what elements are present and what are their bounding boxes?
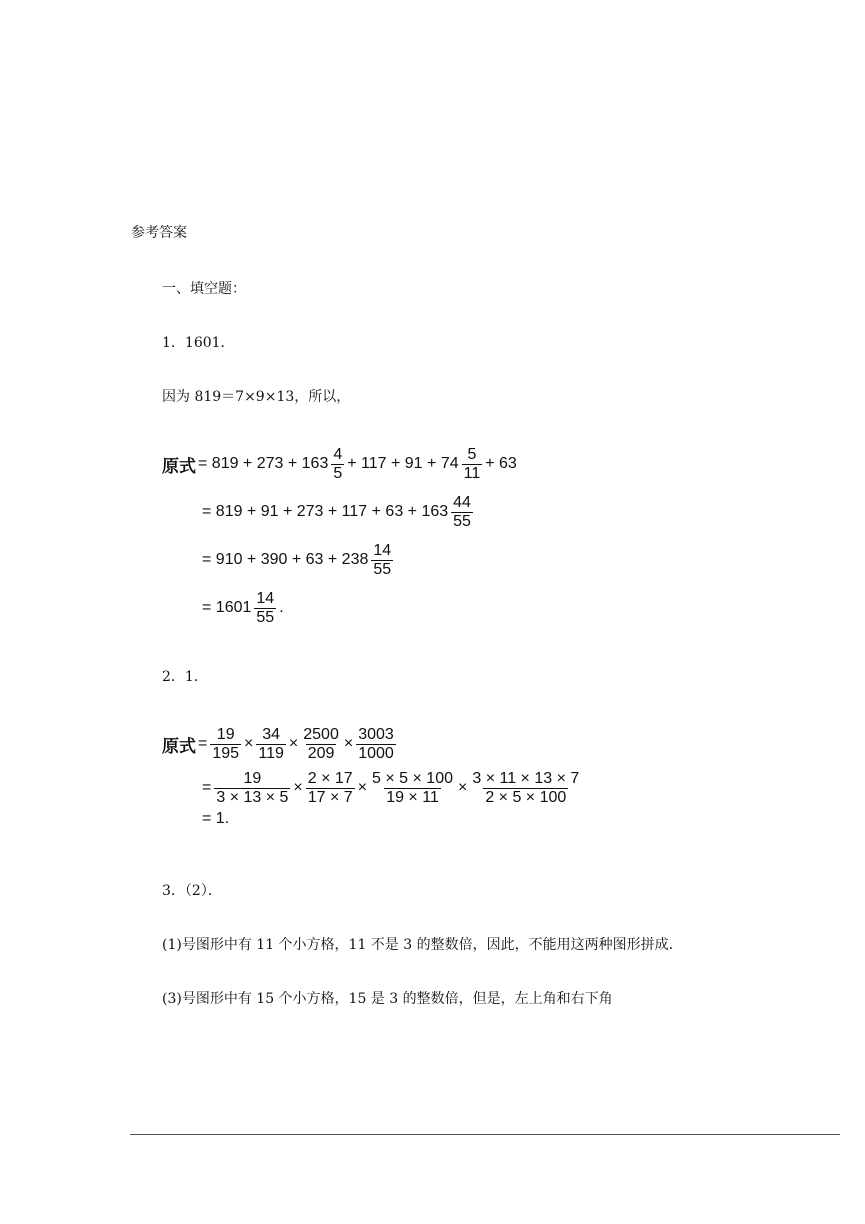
numerator: 3 × 11 × 13 × 7	[472, 769, 580, 787]
fraction	[306, 770, 355, 807]
q1-row-1	[200, 494, 474, 531]
section-title: 一、填空题：	[162, 281, 246, 297]
fraction	[254, 590, 276, 627]
fraction	[356, 726, 396, 763]
expression-term: = 819 + 91 + 273 + 117 + 63 + 163	[202, 503, 449, 521]
q1-label: 原式	[162, 456, 196, 477]
answers-heading: 参考答案	[131, 225, 187, 241]
expression-term: = 910 + 390 + 63 + 238	[202, 551, 369, 569]
expression-term: =	[198, 735, 208, 753]
expression-term: .	[279, 599, 284, 617]
fraction	[331, 446, 344, 483]
expression-term: = 1601	[202, 599, 252, 617]
footer-rule	[130, 1134, 840, 1135]
expression-term: = 1.	[202, 810, 230, 827]
denominator: 3 × 13 × 5	[216, 788, 289, 806]
fraction	[371, 542, 393, 579]
fraction	[301, 726, 341, 763]
fraction	[210, 726, 241, 763]
denominator: 55	[256, 608, 275, 626]
denominator: 5	[333, 464, 343, 482]
denominator: 1000	[358, 744, 394, 762]
q2-row-0	[196, 726, 397, 763]
expression-term: ×	[293, 779, 303, 797]
numerator: 2500	[303, 725, 339, 743]
expression-term: ×	[244, 735, 254, 753]
expression-term: + 63	[485, 455, 517, 473]
denominator: 195	[212, 744, 240, 762]
q1-derivation	[162, 442, 582, 632]
numerator: 44	[453, 493, 471, 511]
q3-answer: 3．（2）．	[162, 883, 222, 899]
numerator: 5	[467, 445, 477, 463]
q3-paragraph-1: (1)号图形中有 11 个小方格，11 不是 3 的整数倍，因此，不能用这两种图形拼成．	[162, 937, 683, 953]
q2-answer: 2．1．	[162, 669, 208, 685]
expression-term: =	[202, 779, 212, 797]
numerator: 19	[216, 725, 235, 743]
q1-row-3	[200, 590, 286, 627]
denominator: 119	[258, 744, 284, 762]
numerator: 19	[243, 769, 262, 787]
q1-intro: 因为 819＝7×9×13，所以，	[162, 389, 351, 405]
denominator: 19 × 11	[386, 788, 439, 806]
q1-answer: 1．1601．	[162, 335, 235, 351]
q2-row-2	[200, 810, 231, 828]
expression-term: = 819 + 273 + 163	[198, 455, 329, 473]
denominator: 17 × 7	[307, 788, 353, 806]
numerator: 2 × 17	[307, 769, 353, 787]
q1-row-2	[200, 542, 394, 579]
numerator: 14	[256, 589, 275, 607]
fraction	[370, 770, 455, 807]
numerator: 3003	[358, 725, 394, 743]
q2-label: 原式	[162, 736, 196, 757]
numerator: 34	[262, 725, 281, 743]
expression-term: ×	[357, 779, 368, 797]
numerator: 4	[333, 445, 343, 463]
fraction	[451, 494, 473, 531]
expression-term: ×	[458, 779, 468, 797]
q3-paragraph-2: (3)号图形中有 15 个小方格，15 是 3 的整数倍，但是，左上角和右下角	[162, 991, 613, 1007]
q2-row-1	[200, 770, 582, 807]
denominator: 2 × 5 × 100	[485, 788, 567, 806]
denominator: 55	[453, 512, 471, 530]
expression-term: ×	[288, 735, 299, 753]
denominator: 11	[463, 464, 481, 482]
denominator: 209	[307, 744, 335, 762]
expression-term: ×	[343, 735, 354, 753]
fraction	[214, 770, 290, 807]
q1-row-0	[196, 446, 519, 483]
numerator: 5 × 5 × 100	[372, 769, 453, 787]
fraction	[256, 726, 286, 763]
q2-derivation	[162, 722, 582, 842]
fraction	[470, 770, 581, 807]
fraction	[462, 446, 483, 483]
expression-term: + 117 + 91 + 74	[347, 455, 459, 473]
numerator: 14	[373, 541, 392, 559]
denominator: 55	[373, 560, 392, 578]
